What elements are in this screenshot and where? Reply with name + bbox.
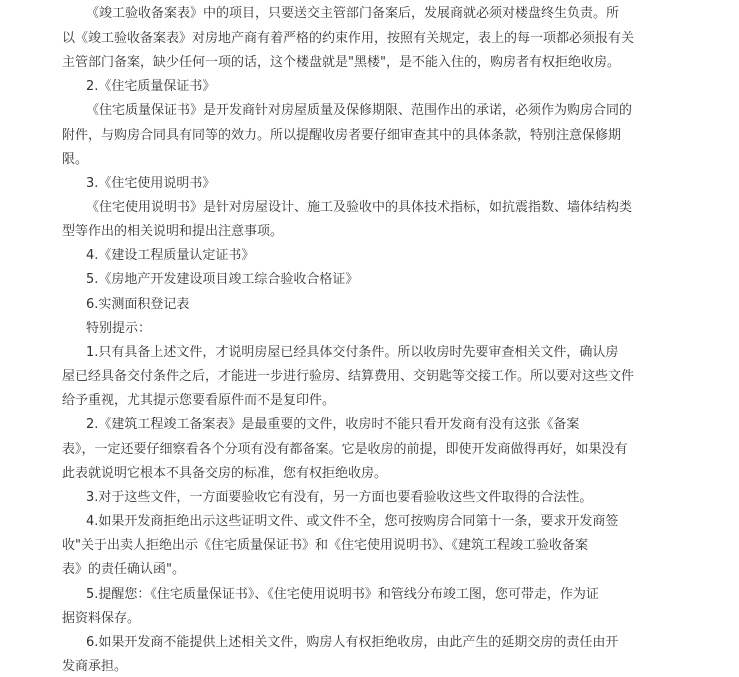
paragraph-line: 4.如果开发商拒绝出示这些证明文件、或文件不全，您可按购房合同第十一条，要求开发商签 bbox=[86, 514, 619, 529]
paragraph-line: 给予重视，尤其提示您要看原件而不是复印件。 bbox=[62, 393, 336, 408]
paragraph-line: 《住宅使用说明书》是针对房屋设计、施工及验收中的具体技术指标，如抗震指数、墙体结构类 bbox=[86, 200, 633, 215]
paragraph-line: 《竣工验收备案表》中的项目，只要送交主管部门备案后，发展商就必须对楼盘终生负责。所 bbox=[86, 6, 620, 21]
paragraph-line: 以《竣工验收备案表》对房地产商有着严格的约束作用，按照有关规定，表上的每一项都必须报有关 bbox=[62, 31, 635, 46]
paragraph-line: 据资料保存。 bbox=[62, 611, 141, 626]
paragraph-line: 屋已经具备交付条件之后，才能进一步进行验房、结算费用、交钥匙等交接工作。所以要对这些文件 bbox=[62, 369, 635, 384]
tip-heading: 特别提示： bbox=[86, 321, 152, 336]
paragraph-line: 5.提醒您：《住宅质量保证书》、《住宅使用说明书》和管线分布竣工图，您可带走，作为证 bbox=[86, 587, 599, 602]
paragraph-line: 表》的责任确认函"。 bbox=[62, 562, 185, 577]
paragraph-line: 3.对于这些文件，一方面要验收它有没有，另一方面也要看验收这些文件取得的合法性。 bbox=[86, 490, 593, 505]
paragraph-line: 收"关于出卖人拒绝出示《住宅质量保证书》和《住宅使用说明书》、《建筑工程竣工验收备案 bbox=[62, 538, 588, 553]
paragraph-line: 此表就说明它根本不具备交房的标准，您有权拒绝收房。 bbox=[62, 466, 388, 481]
section-heading: 6.实测面积登记表 bbox=[86, 297, 190, 312]
section-heading: 5.《房地产开发建设项目竣工综合验收合格证》 bbox=[86, 272, 359, 287]
paragraph-line: 型等作出的相关说明和提出注意事项。 bbox=[62, 224, 284, 239]
section-heading: 2.《住宅质量保证书》 bbox=[86, 79, 216, 94]
section-heading: 4.《建设工程质量认定证书》 bbox=[86, 248, 255, 263]
paragraph-line: 附件，与购房合同具有同等的效力。所以提醒收房者要仔细审查其中的具体条款，特别注意保修期 bbox=[62, 128, 622, 143]
paragraph-line: 表》，一定还要仔细察看各个分项有没有都备案。它是收房的前提，即使开发商做得再好，如果没有 bbox=[62, 442, 628, 457]
paragraph-line: 《住宅质量保证书》是开发商针对房屋质量及保修期限、范围作出的承诺，必须作为购房合同的 bbox=[86, 103, 633, 118]
paragraph-line: 主管部门备案，缺少任何一项的话，这个楼盘就是"黑楼"，是不能入住的，购房者有权拒绝收房。 bbox=[62, 55, 620, 70]
paragraph-line: 6.如果开发商不能提供上述相关文件，购房人有权拒绝收房，由此产生的延期交房的责任由开 bbox=[86, 635, 619, 650]
paragraph-line: 2.《建筑工程竣工备案表》是最重要的文件，收房时不能只看开发商有没有这张《备案 bbox=[86, 417, 580, 432]
paragraph-line: 发商承担。 bbox=[62, 659, 128, 674]
paragraph-line: 1.只有具备上述文件，才说明房屋已经具体交付条件。所以收房时先要审查相关文件，确认房 bbox=[86, 345, 619, 360]
section-heading: 3.《住宅使用说明书》 bbox=[86, 176, 216, 191]
paragraph-line: 限。 bbox=[62, 152, 89, 167]
